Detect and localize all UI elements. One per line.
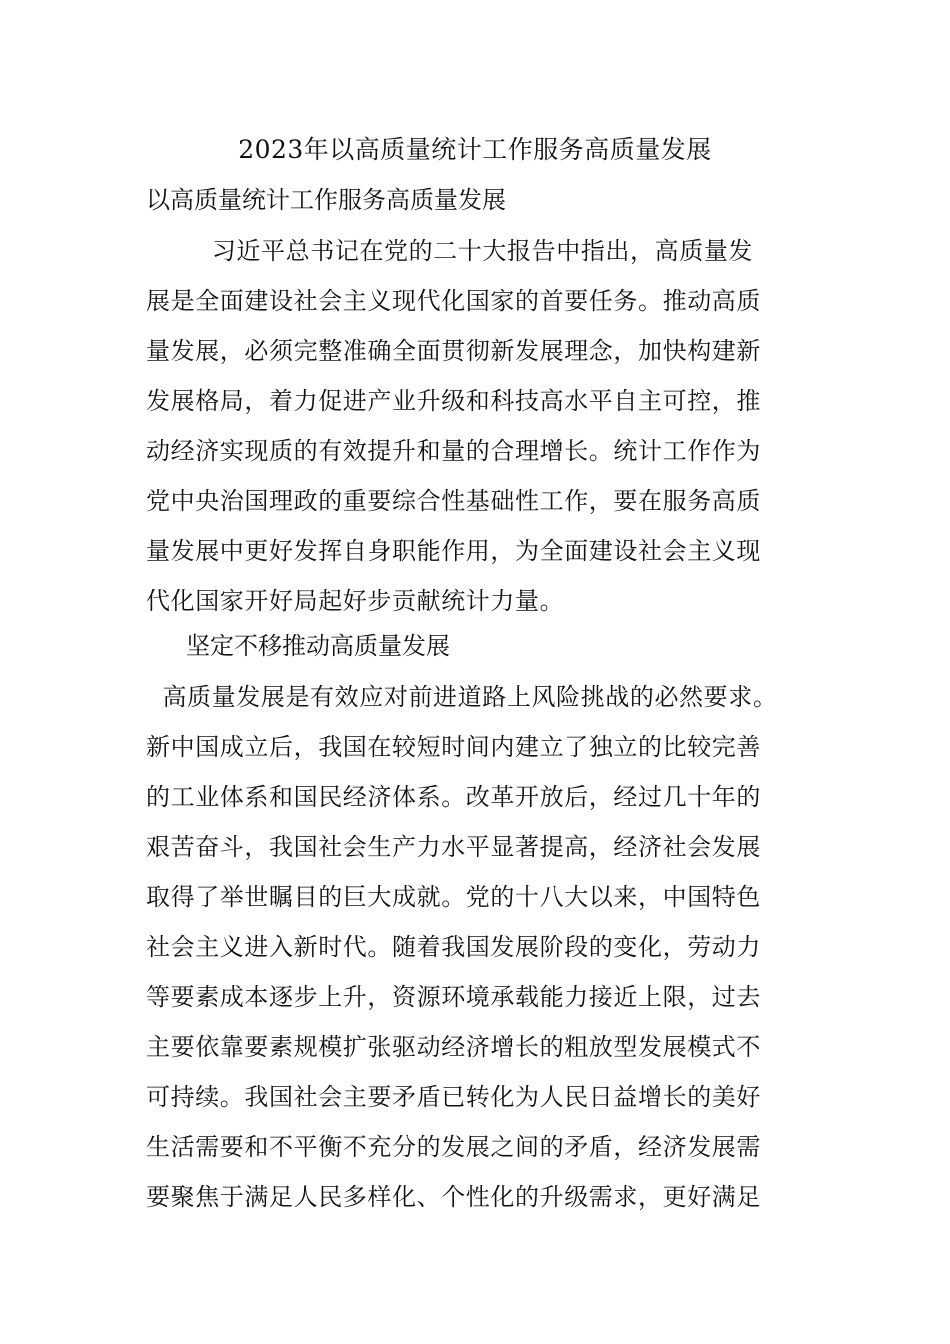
text-line: 主要依靠要素规模扩张驱动经济增长的粗放型发展模式不: [146, 1033, 761, 1061]
text-line: 新中国成立后，我国在较短时间内建立了独立的比较完善: [146, 733, 761, 761]
text-line: 等要素成本逐步上升，资源环境承载能力接近上限，过去: [146, 983, 761, 1011]
text-line: 取得了举世瞩目的巨大成就。党的十八大以来，中国特色: [146, 883, 761, 911]
document-title: 2023年以高质量统计工作服务高质量发展: [238, 135, 712, 164]
text-line: 发展格局，着力促进产业升级和科技高水平自主可控，推: [146, 387, 761, 415]
document-subtitle: 以高质量统计工作服务高质量发展: [146, 186, 506, 214]
text-line: 高质量发展是有效应对前进道路上风险挑战的必然要求。: [146, 683, 778, 711]
text-line: 量发展，必须完整准确全面贯彻新发展理念，加快构建新: [146, 337, 761, 365]
text-line: 量发展中更好发挥自身职能作用，为全面建设社会主义现: [146, 537, 761, 565]
paragraph-intro: [146, 226, 826, 626]
text-line: 代化国家开好局起好步贡献统计力量。: [146, 587, 565, 615]
text-line: 党中央治国理政的重要综合性基础性工作，要在服务高质: [146, 487, 761, 515]
text-line: 社会主义进入新时代。随着我国发展阶段的变化，劳动力: [146, 933, 761, 961]
text-line: 展是全面建设社会主义现代化国家的首要任务。推动高质: [146, 287, 761, 315]
text-line: 可持续。我国社会主要矛盾已转化为人民日益增长的美好: [146, 1083, 761, 1111]
text-line: 习近平总书记在党的二十大报告中指出，高质量发: [146, 237, 754, 265]
section-heading: 坚定不移推动高质量发展: [186, 632, 450, 660]
text-line: 艰苦奋斗，我国社会生产力水平显著提高，经济社会发展: [146, 833, 761, 861]
text-line: 生活需要和不平衡不充分的发展之间的矛盾，经济发展需: [146, 1133, 761, 1161]
text-line: 的工业体系和国民经济体系。改革开放后，经过几十年的: [146, 783, 761, 811]
text-line: 动经济实现质的有效提升和量的合理增长。统计工作作为: [146, 437, 761, 465]
paragraph-body: [146, 672, 826, 1222]
text-line: 要聚焦于满足人民多样化、个性化的升级需求，更好满足: [146, 1183, 761, 1211]
